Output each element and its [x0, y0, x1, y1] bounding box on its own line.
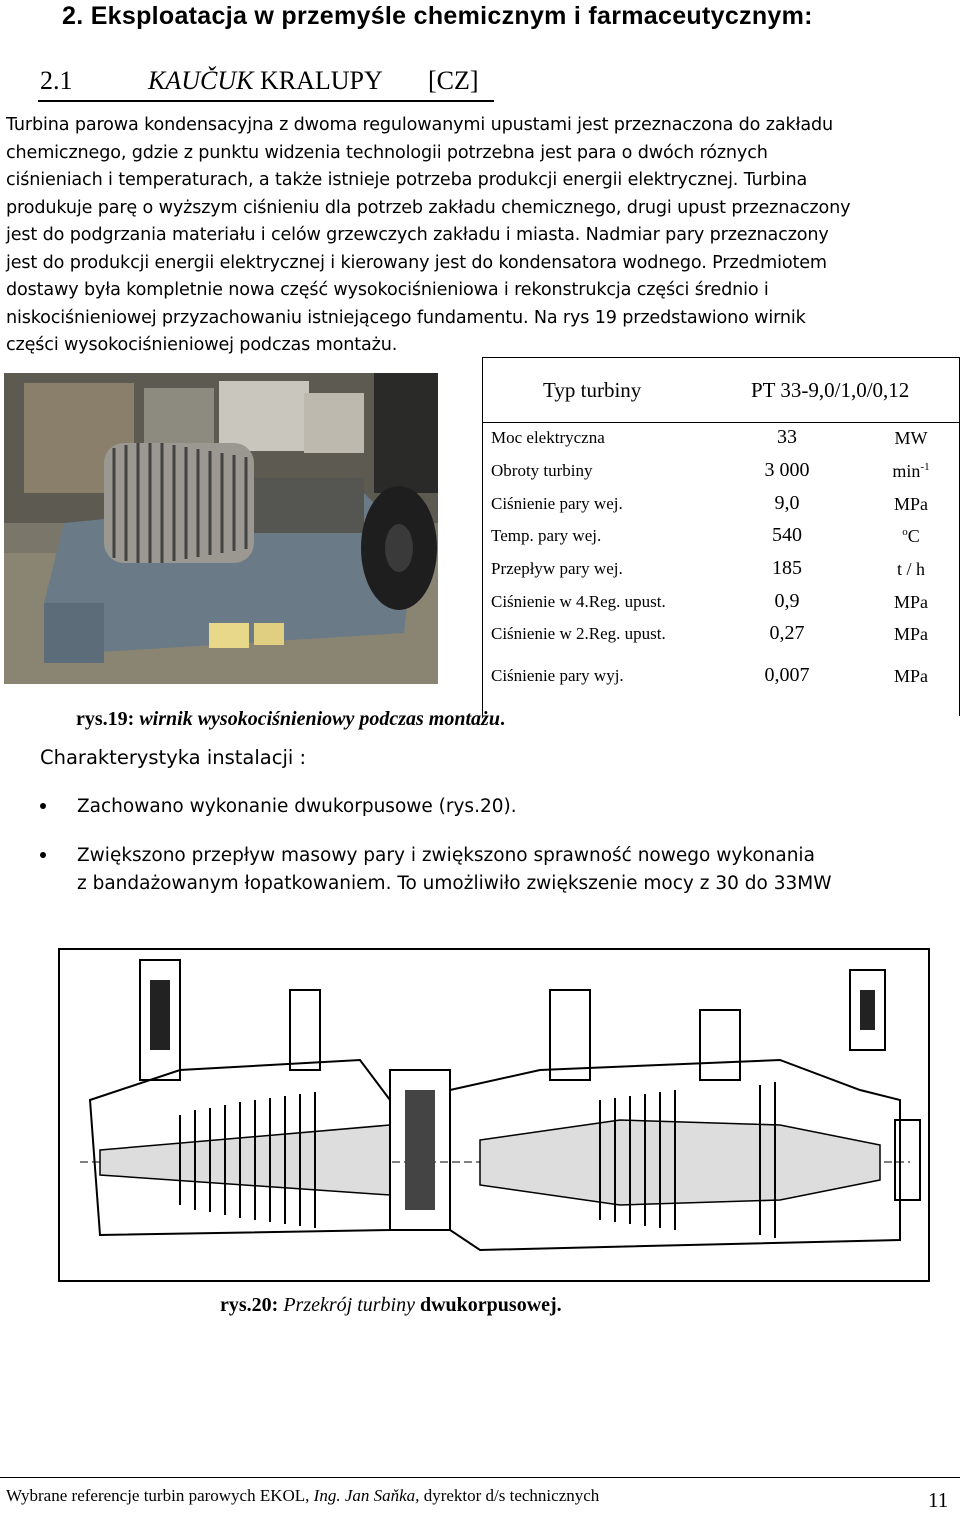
table-row [483, 553, 959, 585]
row-value: 3 000 [764, 459, 810, 481]
row-label: Moc elektryczna [491, 428, 605, 447]
row-unit: MPa [893, 624, 928, 644]
intro-line: Turbina parowa kondensacyjna z dwoma regulowanymi upustami jest przeznaczona do zakładu [6, 115, 833, 135]
intro-line: części wysokociśnieniowej podczas montażu. [6, 335, 398, 355]
row-value: 0,007 [764, 664, 810, 686]
turbine-spec-table [482, 357, 960, 716]
row-unit: MPa [893, 592, 928, 612]
row-value: 185 [772, 557, 802, 579]
turbine-cross-section-drawing [58, 948, 930, 1282]
row-unit: MPa [893, 494, 928, 514]
section-heading: 2. Eksploatacja w przemyśle chemicznym i farmaceutycznym: [62, 2, 813, 30]
table-row [483, 520, 959, 552]
row-label: Temp. pary wej. [491, 526, 602, 545]
table-row [483, 586, 959, 618]
row-value: 9,0 [774, 492, 800, 514]
footer-divider [0, 1477, 960, 1478]
row-label: Ciśnienie pary wej. [491, 494, 623, 513]
intro-line: niskociśnieniowej przyzachowaniu istniejącego fundamentu. Na rys 19 przedstawiono wirnik [6, 307, 806, 328]
subsection-name: KAUČUK KRALUPY [148, 66, 383, 95]
rotor-photo [4, 373, 438, 684]
bullet-item [40, 793, 840, 823]
table-row [483, 488, 959, 520]
header-label: Typ turbiny [543, 378, 642, 402]
intro-line: ciśnieniach i temperaturach, a także istnieje potrzeba produkcji energii elektrycznej. Turbina [6, 170, 808, 190]
table-row [483, 455, 959, 487]
row-unit: t / h [896, 559, 925, 579]
figure-20-caption: rys.20: Przekrój turbiny dwukorpusowej. [220, 1294, 562, 1316]
figure-19-caption: rys.19: wirnik wysokociśnieniowy podczas montażu. [76, 708, 505, 730]
intro-line: jest do produkcji energii elektrycznej i kierowany jest do kondensatora wodnego. Przedmiotem [6, 252, 827, 273]
bullet-text: Zachowano wykonanie dwukorpusowe (rys.20). [77, 796, 517, 817]
row-unit: $^o$C [902, 526, 920, 546]
header-value: PT 33-9,0/1,0/0,12 [751, 378, 910, 402]
footer-text: Wybrane referencje turbin parowych EKOL, Ing. Jan Saňka, dyrektor d/s technicznych [6, 1486, 600, 1505]
intro-line: dostawy była kompletnie nowa część wysokociśnieniowa i rekonstrukcja części średnio i [6, 280, 769, 300]
bullet-item [40, 842, 920, 900]
row-value: 33 [777, 426, 797, 448]
row-value: 0,9 [774, 590, 800, 612]
row-unit: MPa [893, 666, 928, 686]
row-label: Przepływ pary wej. [491, 559, 623, 578]
subsection-heading [38, 66, 494, 102]
intro-paragraph [6, 112, 954, 360]
row-unit: MW [894, 428, 928, 448]
row-value: 0,27 [769, 622, 805, 644]
table-row [483, 618, 959, 650]
row-label: Ciśnienie w 4.Reg. upust. [491, 592, 666, 611]
subsection-number: 2.1 [40, 66, 73, 95]
bullet-text: Zwiększono przepływ masowy pary i zwiększono sprawność nowego wykonania z bandażowanym łopatkowaniem. To umożliwiło zwiększenie mocy z 30 do 33MW [77, 845, 832, 894]
page-number: 11 [928, 1488, 949, 1512]
table-row [483, 660, 959, 692]
row-value: 540 [772, 524, 802, 546]
bullet-dot [40, 803, 46, 809]
table-header-row [483, 358, 959, 423]
row-label: Obroty turbiny [491, 461, 593, 480]
table-row [483, 422, 959, 454]
country-code: [CZ] [428, 66, 479, 95]
bullet-dot [40, 852, 46, 858]
intro-line: chemicznego, gdzie z punktu widzenia technologii potrzebna jest para o dwóch róznych [6, 142, 768, 163]
intro-line: produkuje parę o wyższym ciśnieniu dla potrzeb zakładu chemicznego, drugi upust przeznaczony [6, 197, 851, 218]
row-label: Ciśnienie pary wyj. [491, 666, 624, 685]
row-label: Ciśnienie w 2.Reg. upust. [491, 624, 666, 643]
installation-title: Charakterystyka instalacji : [40, 746, 307, 769]
row-unit: $\min^{-1}$ [892, 461, 930, 481]
intro-line: jest do podgrzania materiału i celów grzewczych zakładu i miasta. Nadmiar pary przeznaczony [6, 225, 829, 245]
